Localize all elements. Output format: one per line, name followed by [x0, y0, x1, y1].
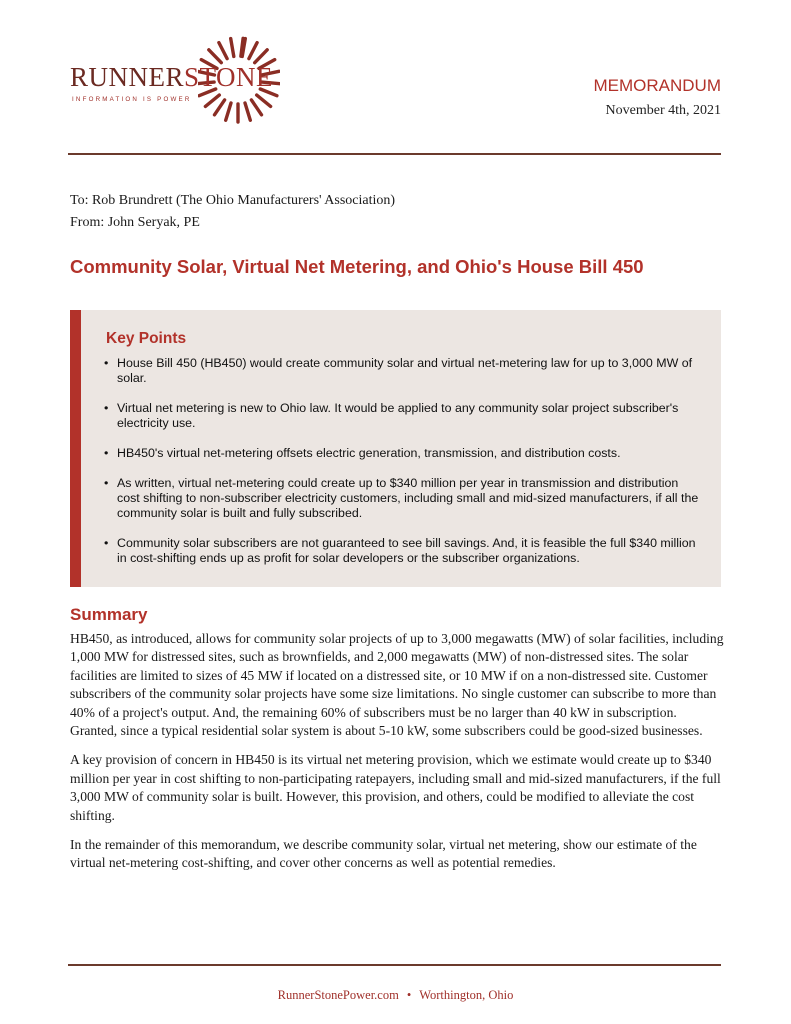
memo-date: November 4th, 2021	[605, 103, 721, 118]
key-points-list	[104, 356, 704, 581]
memo-label: MEMORANDUM	[593, 76, 721, 95]
page-title: Community Solar, Virtual Net Metering, and Ohio's House Bill 450	[70, 256, 644, 277]
routing-block	[70, 190, 395, 234]
list-item: • Virtual net metering is new to Ohio law. It would be applied to any community solar project subscriber's electricity use.	[104, 401, 679, 430]
memo-header	[594, 76, 722, 119]
summary-body	[70, 630, 725, 884]
from-line: From: John Seryak, PE	[70, 215, 200, 230]
bullet-icon: •	[104, 356, 109, 370]
summary-paragraph: HB450, as introduced, allows for community solar projects of up to 3,000 megawatts (MW) of solar facilities, including 1,000 MW for distressed sites, such as brownfields, and 2,000 megawatts (MW) of non-distressed sites. The solar facilities are limited to sizes of 45 MW if located on a distressed site, or 10 MW if on a non-distressed site. Customer subscribers of the community solar projects have some size limitations. No single customer can subscribe to more than 40% of a project's output. And, the remaining 60% of subscribers must be no larger than 40 kW in subscription. Granted, since a typical residential solar system is about 5-10 kW, some subscribers could be good-sized businesses.	[70, 631, 724, 739]
summary-paragraph: A key provision of concern in HB450 is its virtual net metering provision, which we estimate would create up to $340 million per year in cost shifting to non-participating ratepayers, including small and mid-sized manufacturers, if the full 3,000 MW of community solar is built. However, this provision, and others, could be modified to alleviate the cost shifting.	[70, 752, 721, 823]
key-points-box	[70, 310, 721, 587]
logo-wordmark: RUNNERSTONE	[70, 62, 274, 92]
list-item: • House Bill 450 (HB450) would create community solar and virtual net-metering law for up to 3,000 MW of solar.	[104, 356, 693, 385]
footer-location: Worthington, Ohio	[419, 988, 514, 1002]
bullet-icon: •	[104, 536, 109, 550]
summary-heading: Summary	[70, 605, 148, 624]
summary-paragraph: In the remainder of this memorandum, we describe community solar, virtual net metering, show our estimate of the virtual net-metering cost-shifting, and cover other concerns as well as potential remedies.	[70, 837, 697, 871]
bullet-icon: •	[104, 446, 109, 460]
footer-divider	[68, 964, 721, 966]
to-line: To: Rob Brundrett (The Ohio Manufacturers' Association)	[70, 193, 396, 208]
key-points-heading: Key Points	[106, 330, 187, 347]
footer-website-link[interactable]: RunnerStonePower.com	[277, 988, 399, 1002]
footer	[0, 988, 791, 1003]
logo-tagline: INFORMATION IS POWER	[72, 96, 192, 103]
company-logo	[70, 34, 285, 129]
bullet-icon: •	[104, 401, 109, 415]
list-item: • As written, virtual net-metering could create up to $340 million per year in transmission and distribution cost shifting to non-subscriber electricity customers, including small and mid-sized manufacturers, if all the community solar is built and fully subscribed.	[104, 476, 699, 520]
footer-separator: •	[406, 988, 412, 1002]
list-item: • Community solar subscribers are not guaranteed to see bill savings. And, it is feasible the full $340 million in cost-shifting ends up as profit for solar developers or the subscriber organizations.	[104, 536, 696, 565]
bullet-icon: •	[104, 476, 109, 490]
header-divider	[68, 153, 721, 155]
list-item: • HB450's virtual net-metering offsets electric generation, transmission, and distribution costs.	[104, 446, 621, 460]
